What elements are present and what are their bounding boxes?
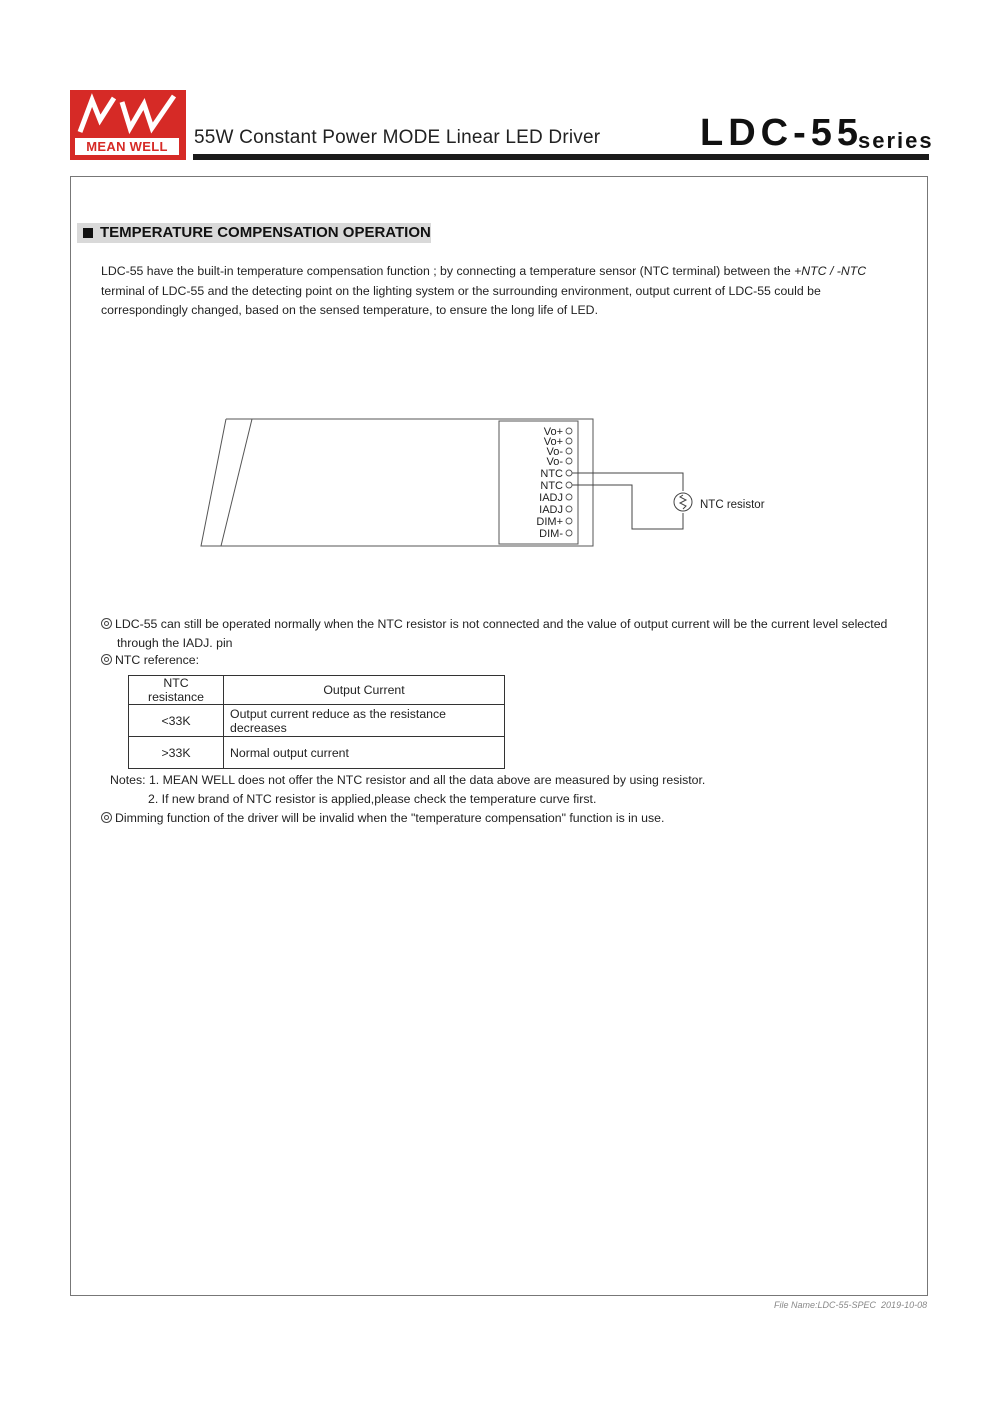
terminal-circle [566,448,572,454]
document-subtitle: 55W Constant Power MODE Linear LED Driver [194,127,601,148]
pin-label: NTC [540,468,563,480]
model-name: LDC-55 [700,112,864,154]
ntc-resistor-symbol [674,493,692,511]
terminal-circle [566,530,572,536]
ntc-reference-table [128,675,505,769]
terminal-circle [566,482,572,488]
note-1: Notes: 1. MEAN WELL does not offer the NTC resistor and all the data above are measured by using resistor. [110,773,706,787]
table-cell: Output current reduce as the resistance decreases [224,705,505,737]
pin-label: Vo- [546,456,563,468]
pin-label: Vo- [546,446,563,458]
ntc-terminal-emphasis: +NTC / -NTC [794,264,867,278]
pin-labels [536,426,563,540]
table-header-cell: Output Current [224,676,505,705]
note-bullet-1: LDC-55 can still be operated normally when the NTC resistor is not connected and the value of output current will be the current level selected [101,617,887,631]
ntc-wires [572,473,683,529]
pin-terminals [566,428,572,536]
double-circle-bullet-icon [101,812,112,823]
pin-label: IADJ [539,504,563,516]
note-bullet-2: NTC reference: [101,653,199,667]
double-circle-bullet-icon [101,618,112,629]
intro-line-2: terminal of LDC-55 and the detecting point on the lighting system or the surrounding environment, output current of LDC-55 could be [101,283,821,298]
table-header-cell: NTC resistance [129,676,224,705]
table-row [129,737,505,769]
terminal-circle [566,506,572,512]
pin-label: Vo+ [543,436,563,448]
terminal-circle [566,438,572,444]
pin-label: IADJ [539,492,563,504]
table-cell: Normal output current [224,737,505,769]
section-title: TEMPERATURE COMPENSATION OPERATION [100,224,431,241]
note-2: 2. If new brand of NTC resistor is applied,please check the temperature curve first. [148,792,597,806]
table-cell: <33K [129,705,224,737]
terminal-circle [566,458,572,464]
double-circle-bullet-icon [101,654,112,665]
pin-label: Vo+ [543,426,563,438]
pin-label: NTC [540,480,563,492]
series-label: series [858,128,934,153]
file-date: 2019-10-08 [881,1300,928,1310]
ntc-resistor-label: NTC resistor [700,499,765,511]
terminal-circle [566,494,572,500]
logo-brand-text: MEAN WELL [75,138,179,155]
terminal-circle [566,518,572,524]
file-footer [774,1300,927,1310]
pin-label: DIM+ [536,516,563,528]
driver-body [201,419,593,546]
note-bullet-3: Dimming function of the driver will be invalid when the "temperature compensation" function is in use. [101,811,664,825]
table-header-row [129,676,505,705]
note-bullet-1-continued: through the IADJ. pin [117,636,233,650]
table-row [129,705,505,737]
table-cell: >33K [129,737,224,769]
ntc-wiring-diagram [0,0,1000,600]
terminal-circle [566,428,572,434]
intro-line-3: correspondingly changed, based on the sensed temperature, to ensure the long life of LED. [101,303,598,317]
intro-line-1: LDC-55 have the built-in temperature compensation function ; by connecting a temperature sensor (NTC terminal) between the +NTC / -NTC [101,264,867,278]
pin-label: DIM- [539,528,563,540]
file-name: File Name:LDC-55-SPEC [774,1300,877,1310]
terminal-circle [566,470,572,476]
